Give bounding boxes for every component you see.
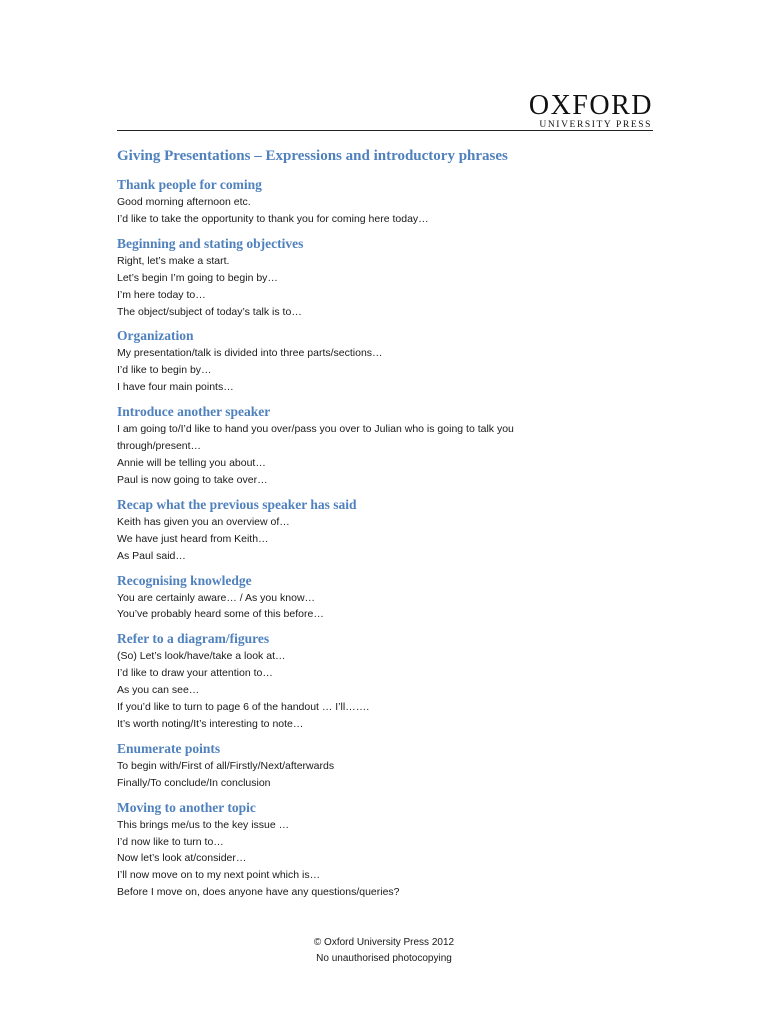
page-footer xyxy=(0,935,768,967)
phrase-line: As Paul said… xyxy=(117,549,186,562)
phrase-line: Annie will be telling you about… xyxy=(117,456,266,469)
publisher-logo xyxy=(117,88,653,132)
phrase-section xyxy=(117,799,597,902)
phrase-line: To begin with/First of all/Firstly/Next/afterwards xyxy=(117,759,335,772)
phrase-line: I’d now like to turn to… xyxy=(117,835,224,848)
phrase-line: Good morning afternoon etc. xyxy=(117,196,251,208)
phrase-section xyxy=(117,630,597,733)
phrase-line: I’d like to take the opportunity to thank you for coming here today… xyxy=(117,212,429,225)
document-title: Giving Presentations – Expressions and introductory phrases xyxy=(117,148,508,164)
copyright-notice: © Oxford University Press 2012 xyxy=(313,937,455,948)
phrase-line: Before I move on, does anyone have any questions/queries? xyxy=(117,886,400,899)
photocopy-notice: No unauthorised photocopying xyxy=(316,953,452,964)
phrase-line: through/present… xyxy=(117,440,202,453)
phrase-line: I am going to/I’d like to hand you over/pass you over to Julian who is going to talk you xyxy=(117,423,514,436)
phrase-line: This brings me/us to the key issue … xyxy=(117,818,290,831)
phrase-section xyxy=(117,327,597,396)
phrase-line: It’s worth noting/It’s interesting to note… xyxy=(117,717,304,730)
section-heading: Enumerate points xyxy=(117,740,221,756)
phrase-line: Finally/To conclude/In conclusion xyxy=(117,776,271,789)
logo-subline: UNIVERSITY PRESS xyxy=(539,120,652,130)
phrase-line: Now let’s look at/consider… xyxy=(117,852,247,865)
phrase-line: If you’d like to turn to page 6 of the handout … I’ll……. xyxy=(117,701,370,714)
phrase-section xyxy=(117,572,597,624)
phrase-line: I’m here today to… xyxy=(117,288,206,301)
section-heading: Moving to another topic xyxy=(117,799,256,815)
phrase-line: Right, let’s make a start. xyxy=(117,254,230,267)
phrase-line: Paul is now going to take over… xyxy=(117,473,268,486)
phrase-section xyxy=(117,235,597,321)
section-heading: Introduce another speaker xyxy=(117,404,271,420)
phrase-line: I have four main points… xyxy=(117,381,234,394)
section-heading: Beginning and stating objectives xyxy=(117,235,304,251)
phrase-line: You’ve probably heard some of this before… xyxy=(117,608,324,621)
phrase-section xyxy=(117,496,597,565)
phrase-section xyxy=(117,176,597,228)
phrase-section xyxy=(117,740,597,792)
phrase-line: My presentation/talk is divided into three parts/sections… xyxy=(117,347,383,360)
phrase-line: (So) Let’s look/have/take a look at… xyxy=(117,650,286,663)
phrase-line: Keith has given you an overview of… xyxy=(117,515,290,528)
section-heading: Recap what the previous speaker has said xyxy=(117,496,357,512)
phrase-line: I’d like to begin by… xyxy=(117,364,212,377)
section-heading: Refer to a diagram/figures xyxy=(117,631,270,647)
phrase-line: As you can see… xyxy=(117,684,200,697)
phrase-line: The object/subject of today’s talk is to… xyxy=(117,305,302,318)
phrase-line: We have just heard from Keith… xyxy=(117,532,269,545)
phrase-line: I’ll now move on to my next point which is… xyxy=(117,869,321,882)
phrase-section xyxy=(117,403,597,489)
phrase-line: I’d like to draw your attention to… xyxy=(117,667,273,680)
phrase-line: Let’s begin I’m going to begin by… xyxy=(117,271,278,284)
section-heading: Recognising knowledge xyxy=(117,572,252,588)
logo-wordmark: OXFORD xyxy=(528,90,653,121)
phrase-sections xyxy=(117,176,597,908)
section-heading: Thank people for coming xyxy=(117,177,262,192)
section-heading: Organization xyxy=(117,328,194,344)
phrase-line: You are certainly aware… / As you know… xyxy=(117,591,316,604)
header-rule xyxy=(117,130,653,131)
